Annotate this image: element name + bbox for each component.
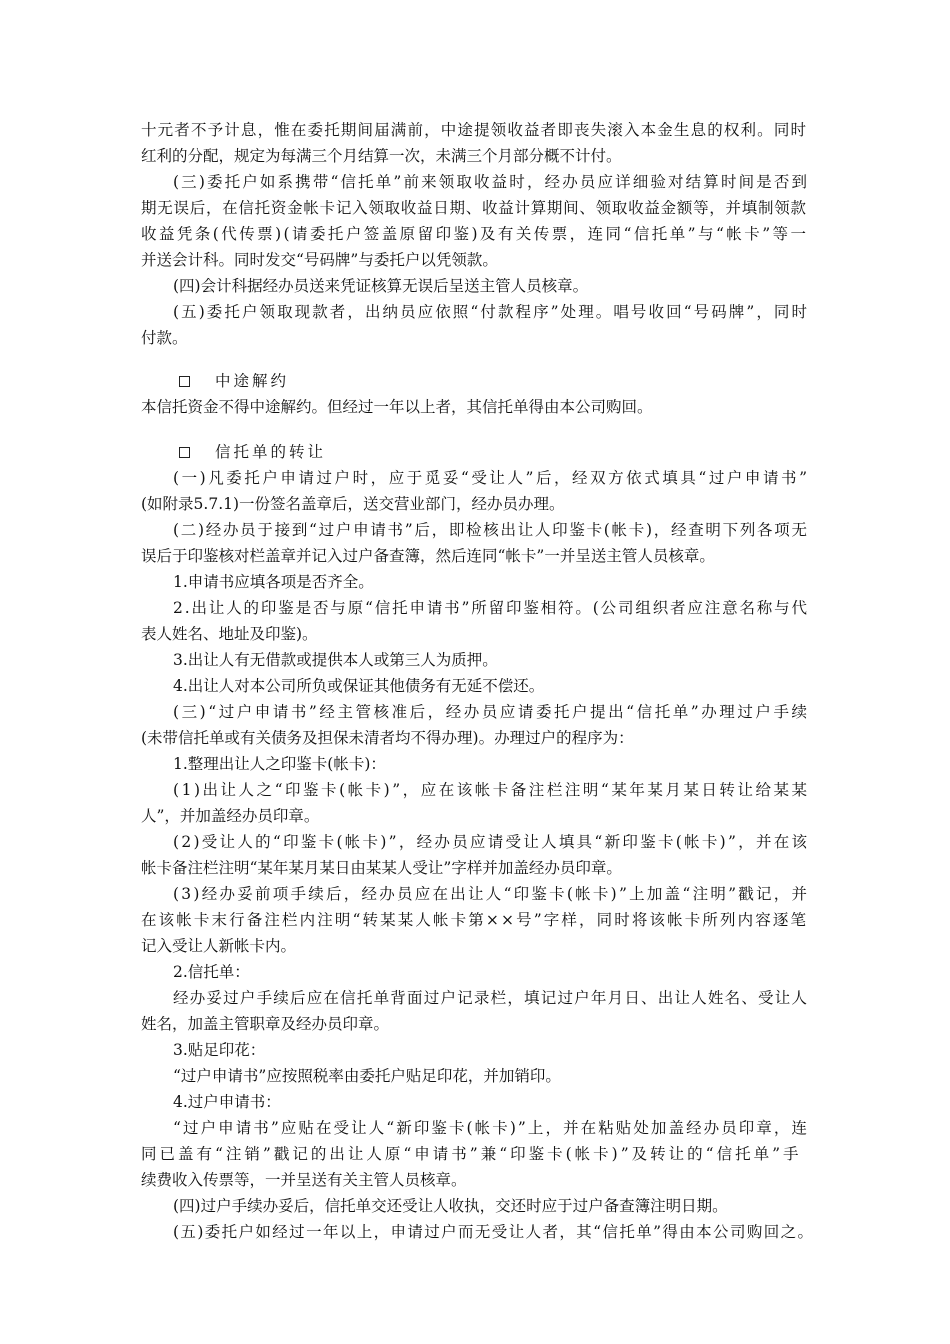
text-line: (四)过户手续办妥后，信托单交还受让人收执，交还时应于过户备查簿注明日期。 [173, 1197, 728, 1215]
text-line: 收益凭条(代传票)(请委托户签盖原留印鉴)及有关传票，连同“信托单”与“帐卡”等一 [141, 225, 809, 243]
text-line: 经办妥过户手续后应在信托单背面过户记录栏，填记过户年月日、出让人姓名、受让人 [173, 989, 809, 1007]
text-line: (一)凡委托户申请过户时，应于觅妥“受让人”后，经双方依式填具“过户申请书” [173, 469, 810, 487]
section-heading-early-termination [179, 371, 289, 391]
text-line: (五)委托户如经过一年以上，申请过户而无受让人者，其“信托单”得由本公司购回之。 [173, 1223, 815, 1241]
text-line: 并送会计科。同时发交“号码牌”与委托户以凭领款。 [141, 251, 498, 269]
text-line: 记入受让人新帐卡内。 [141, 937, 297, 955]
text-line: 红利的分配，规定为每满三个月结算一次，未满三个月部分概不计付。 [141, 147, 622, 165]
text-line: (二)经办员于接到“过户申请书”后，即检核出让人印鉴卡(帐卡)，经查明下列各项无 [173, 521, 809, 539]
text-line: 1.整理出让人之印鉴卡(帐卡)： [173, 755, 386, 773]
section-heading-text: 中途解约 [215, 372, 290, 390]
text-line: (四)会计科据经办员送来凭证核算无误后呈送主管人员核章。 [173, 277, 589, 295]
text-line: (如附录5.7.1)一份签名盖章后，送交营业部门，经办员办理。 [141, 495, 565, 513]
text-line: 在该帐卡末行备注栏内注明“转某某人帐卡第××号”字样，同时将该帐卡所列内容逐笔 [141, 911, 809, 929]
section-heading-text: 信托单的转让 [215, 443, 327, 461]
text-line: 3.出让人有无借款或提供本人或第三人为质押。 [173, 651, 498, 669]
text-line: 十元者不予计息，惟在委托期间届满前，中途提领收益者即丧失滚入本金生息的权利。同时 [141, 121, 808, 139]
text-line: (五)委托户领取现款者，出纳员应依照“付款程序”处理。唱号收回“号码牌”，同时 [173, 303, 810, 321]
text-line: 3.贴足印花： [173, 1041, 266, 1059]
text-line: 本信托资金不得中途解约。但经过一年以上者，其信托单得由本公司购回。 [141, 398, 653, 416]
checkbox-square-icon [179, 447, 190, 458]
text-line: 续费收入传票等，一并呈送有关主管人员核章。 [141, 1171, 467, 1189]
text-line: 误后于印鉴核对栏盖章并记入过户备查簿，然后连同“帐卡”一并呈送主管人员核章。 [141, 547, 715, 565]
text-line: 付款。 [141, 329, 188, 347]
text-line: 1.申请书应填各项是否齐全。 [173, 573, 374, 591]
text-line: 同已盖有“注销”戳记的出让人原“申请书”兼“印鉴卡(帐卡)”及转让的“信托单”手 [141, 1145, 802, 1163]
text-line: (3)经办妥前项手续后，经办员应在出让人“印鉴卡(帐卡)”上加盖“注明”戳记，并 [173, 885, 810, 903]
text-line: 帐卡备注栏注明“某年某月某日由某某人受让”字样并加盖经办员印章。 [141, 859, 622, 877]
text-line: “过户申请书”应贴在受让人“新印鉴卡(帐卡)”上，并在粘贴处加盖经办员印章，连 [173, 1119, 810, 1137]
text-line: (未带信托单或有关债务及担保未清者均不得办理)。办理过户的程序为： [141, 729, 634, 747]
section-heading-transfer [179, 442, 326, 462]
text-line: 2.出让人的印鉴是否与原“信托申请书”所留印鉴相符。(公司组织者应注意名称与代 [173, 599, 809, 617]
text-line: 期无误后，在信托资金帐卡记入领取收益日期、收益计算期间、领取收益金额等，并填制领款 [141, 199, 807, 217]
text-line: 2.信托单： [173, 963, 250, 981]
text-line: “过户申请书”应按照税率由委托户贴足印花，并加销印。 [173, 1067, 561, 1085]
text-line: 4.出让人对本公司所负或保证其他债务有无延不偿还。 [173, 677, 545, 695]
checkbox-square-icon [179, 376, 190, 387]
text-line: 4.过户申请书： [173, 1093, 281, 1111]
text-line: (2)受让人的“印鉴卡(帐卡)”，经办员应请受让人填具“新印鉴卡(帐卡)”，并在该 [173, 833, 810, 851]
text-line: 表人姓名、地址及印鉴)。 [141, 625, 318, 643]
text-line: (三)委托户如系携带“信托单”前来领取收益时，经办员应详细验对结算时间是否到 [173, 173, 810, 191]
text-line: (1)出让人之“印鉴卡(帐卡)”，应在该帐卡备注栏注明“某年某月某日转让给某某 [173, 781, 810, 799]
text-line: (三)“过户申请书”经主管核准后，经办员应请委托户提出“信托单”办理过户手续 [173, 703, 810, 721]
text-line: 人”，并加盖经办员印章。 [141, 807, 320, 825]
text-line: 姓名，加盖主管职章及经办员印章。 [141, 1015, 390, 1033]
